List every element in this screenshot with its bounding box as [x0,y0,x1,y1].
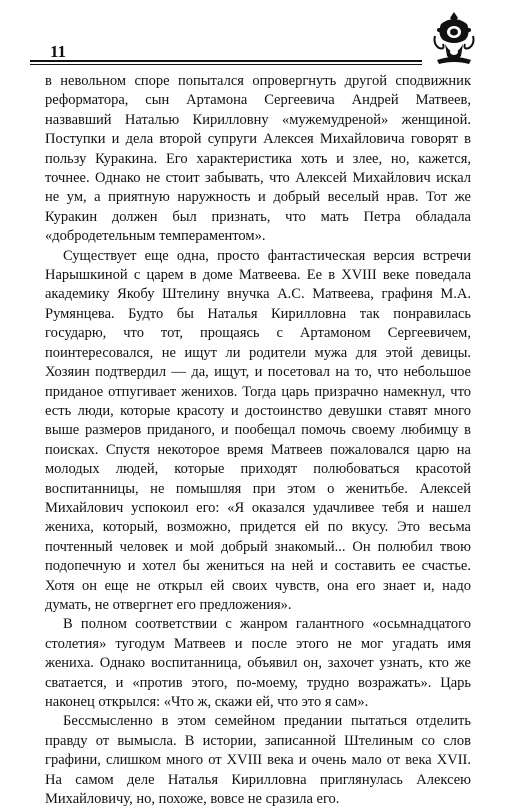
running-header [30,38,430,68]
paragraph: в невольном споре попытался опровергнуть другой сподвижник реформатора, сын Артамона Сергеевича Андрей Матвеев, назвавший Наталью Кирилловну «мужемудреной» женщиной. Поступки и дела второй супруги Алексея Михайловича говорят в пользу Куракина. Его характеристика хоть и злее, но, кажется, точнее. Однако не стоит забывать, что Алексей Михайлович искал не ум, а приятную наружность и добрый веселый нрав. Тот же Куракин должен был признать, что мать Петра обладала «добродетельным темпераментом». [45,73,471,245]
page-number: 11 [50,42,67,61]
body-text [45,72,471,809]
header-rule-thin [30,64,422,65]
paragraph: В полном соответствии с жанром галантного «осьмнадцатого столетия» тугодум Матвеев и после этого не мог угадать имя жениха. Однако воспитанница, объявил он, захочет узнать, кто же сватается, и «против этого, по-моему, трудно возражать». Царь наконец открылся: «Что ж, скажи ей, что это я сам». [45,616,471,710]
ornament-icon [431,10,477,70]
header-rule [30,60,422,62]
paragraph: Бессмысленно в этом семейном предании пытаться отделить правду от вымысла. В истории, записанной Штелиным со слов графини, слишком много от XVIII века и очень мало от века XVII. На самом деле Наталья Кирилловна приглянулась Алексею Михайловичу, но, похоже, вовсе не сразила его. [45,713,471,808]
paragraph: Существует еще одна, просто фантастическая версия встречи Нарышкиной с царем в доме Матвеева. Ее в XVIII веке поведала академику Якобу Штелину внучка А.С. Матвеева, графиня М.А. Румянцева. Будто бы Наталья Кирилловна так понравилась государю, что тот, прощаясь с Артамоном Сергеевичем, поинтересовался, не ищут ли родители мужа для этой девицы. Хозяин подтвердил — да, ищут, и посетовал на то, что небольшое приданое отпугивает женихов. Тогда царь призрачно намекнул, что есть люди, которые красоту и достоинство девушки ставят много выше размеров приданого, и пообещал помочь своему любимцу в поисках. Спустя некоторое время Матвеев пожаловался царю на молодых людей, которые приходят полюбоваться красотой воспитанницы, не помышляя при этом о женитьбе. Алексей Михайлович успокоил его: «Я оказался удачливее тебя и нашел жениха, который, возможно, придется ей по вкусу. Это весьма почтенный человек и мой добрый знакомый... Он полюбил твою подопечную и хотел бы жениться на ней и составить ее счастье. Хотя он еще не открыл ей своих чувств, она его знает и, надо думать, не отвергнет его предложения». [45,247,471,613]
